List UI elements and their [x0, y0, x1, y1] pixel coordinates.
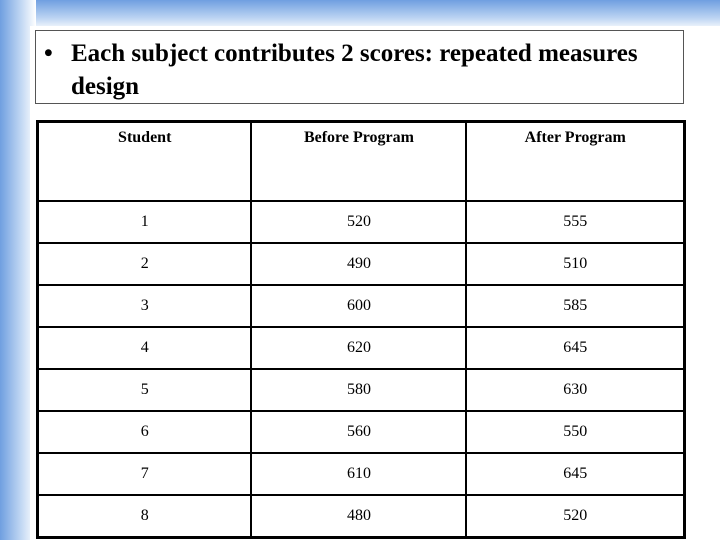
- cell-student: 7: [38, 453, 252, 495]
- cell-student: 3: [38, 285, 252, 327]
- cell-student: 5: [38, 369, 252, 411]
- cell-student: 6: [38, 411, 252, 453]
- cell-before: 560: [251, 411, 466, 453]
- cell-after: 645: [466, 327, 684, 369]
- table-row: [38, 495, 685, 538]
- cell-before: 620: [251, 327, 466, 369]
- cell-before: 600: [251, 285, 466, 327]
- cell-after: 585: [466, 285, 684, 327]
- header-student: Student: [38, 122, 252, 202]
- cell-after: 510: [466, 243, 684, 285]
- cell-before: 520: [251, 201, 466, 243]
- cell-after: 520: [466, 495, 684, 538]
- cell-student: 2: [38, 243, 252, 285]
- cell-before: 580: [251, 369, 466, 411]
- cell-after: 550: [466, 411, 684, 453]
- cell-before: 490: [251, 243, 466, 285]
- cell-student: 8: [38, 495, 252, 538]
- bullet-text: Each subject contributes 2 scores: repeated measures design: [71, 40, 638, 100]
- bullet-symbol: •: [44, 40, 53, 67]
- table-header-row: [38, 122, 685, 202]
- header-after-program: After Program: [466, 122, 684, 202]
- table-row: [38, 369, 685, 411]
- bullet-item: [44, 37, 675, 103]
- table-row: [38, 201, 685, 243]
- table-row: [38, 327, 685, 369]
- table-row: [38, 243, 685, 285]
- table-row: [38, 453, 685, 495]
- cell-student: 1: [38, 201, 252, 243]
- cell-after: 645: [466, 453, 684, 495]
- header-before-program: Before Program: [251, 122, 466, 202]
- cell-student: 4: [38, 327, 252, 369]
- cell-before: 610: [251, 453, 466, 495]
- bullet-text-box: [35, 30, 684, 104]
- table-row: [38, 411, 685, 453]
- scores-table: [36, 120, 686, 539]
- cell-after: 555: [466, 201, 684, 243]
- cell-before: 480: [251, 495, 466, 538]
- table-row: [38, 285, 685, 327]
- cell-after: 630: [466, 369, 684, 411]
